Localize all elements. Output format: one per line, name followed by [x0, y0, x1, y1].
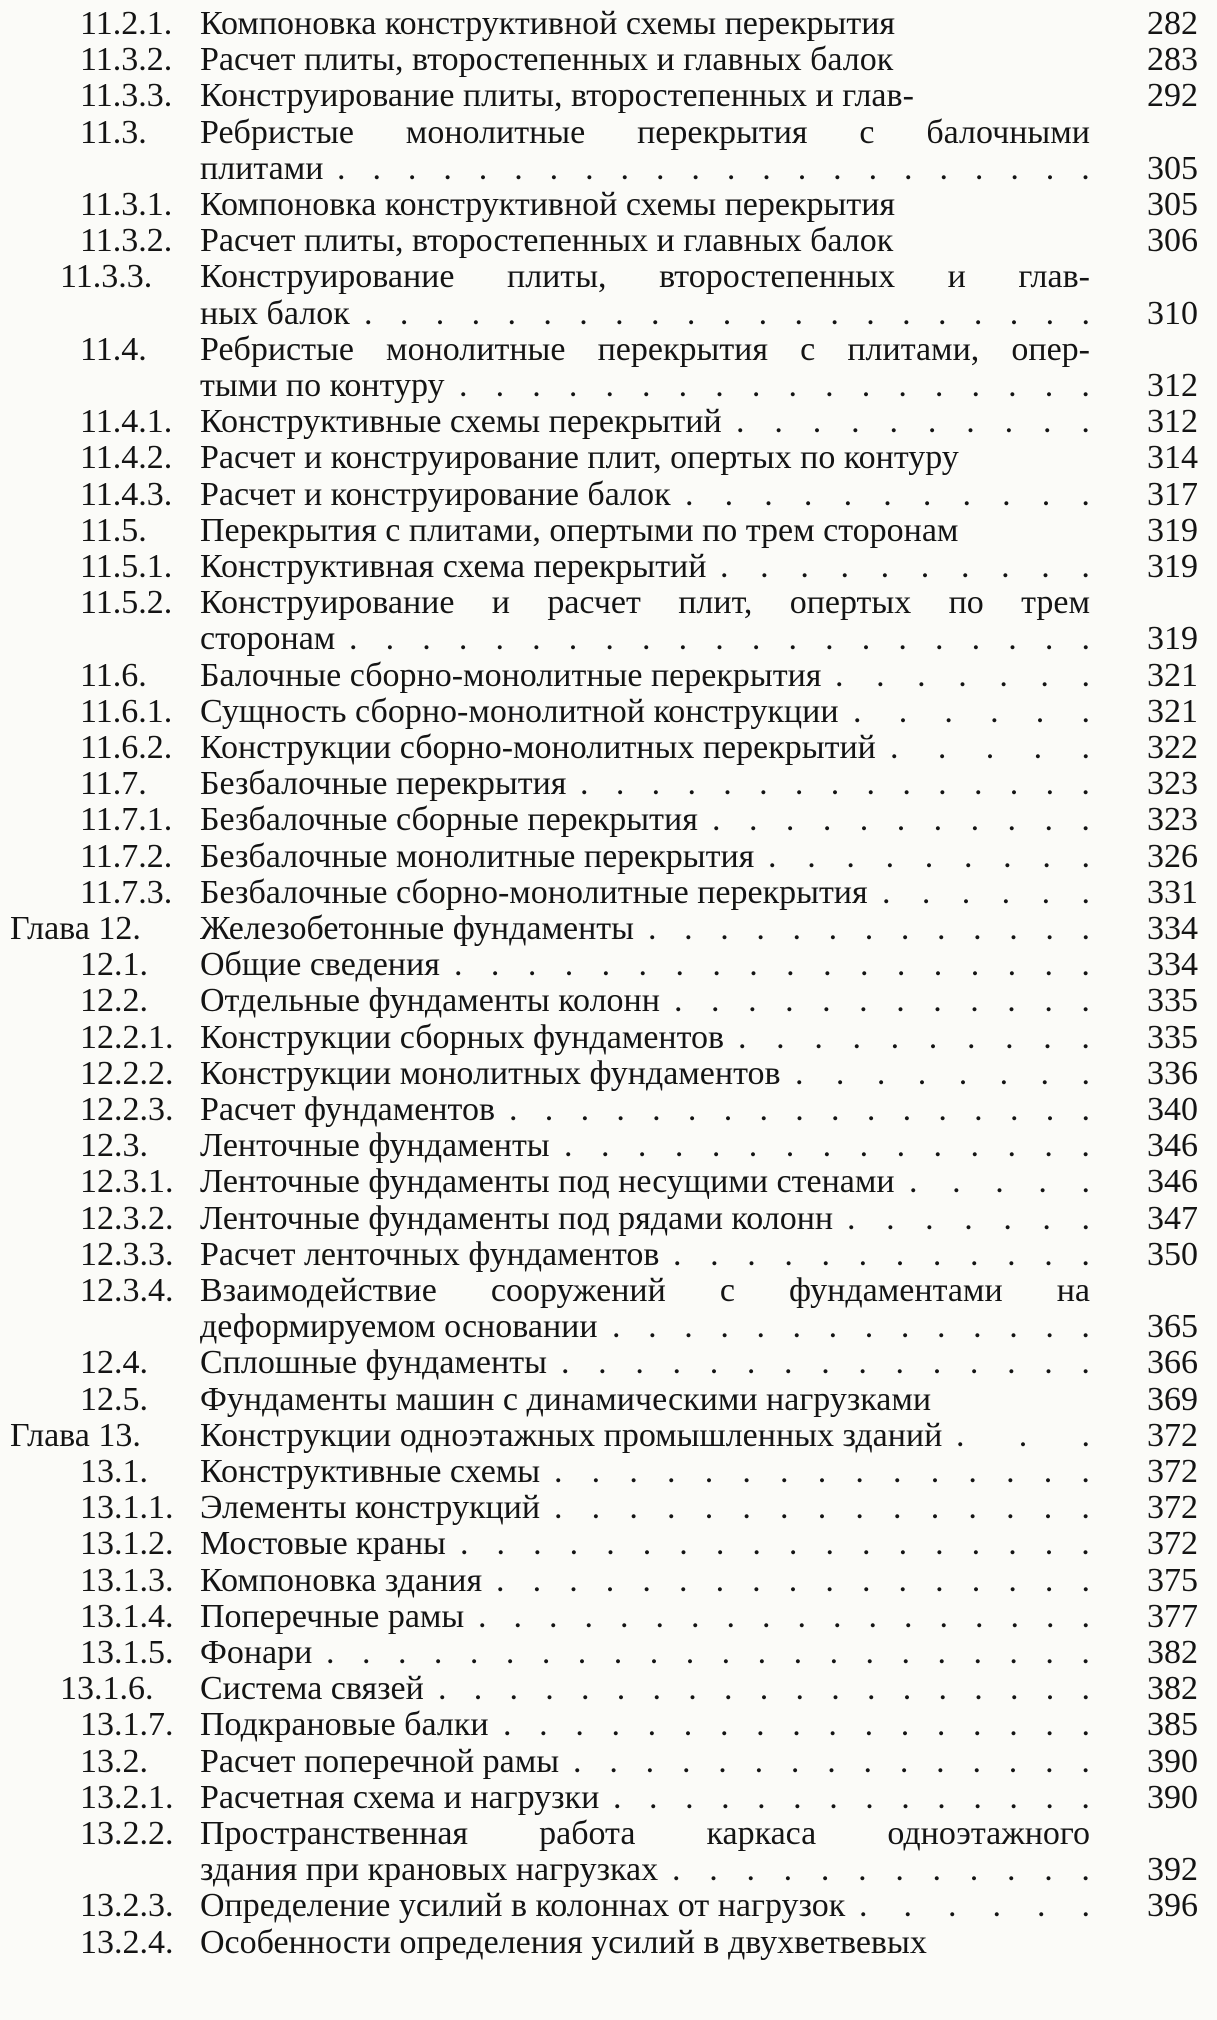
toc-entry: [0, 1707, 1217, 1743]
toc-entry: [0, 875, 1217, 911]
section-number: 12.1.: [80, 946, 148, 984]
toc-entry: [0, 658, 1217, 694]
section-number: 13.1.7.: [80, 1706, 174, 1744]
page-number: 305: [1147, 186, 1198, 223]
dot-leader: . . . . . . . . . . . . . . . . .: [503, 1706, 1090, 1744]
page-number: 312: [1147, 367, 1198, 404]
page-number: 319: [1147, 548, 1198, 585]
toc-entry: [0, 1237, 1217, 1273]
section-title: Элементы конструкций: [200, 1489, 541, 1527]
section-title: Конструирование плиты, второстепенных и глав-: [200, 258, 1090, 296]
toc-entry: [0, 1888, 1217, 1924]
page-number: 336: [1147, 1054, 1198, 1092]
section-title: Поперечные рамы: [200, 1597, 465, 1635]
toc-entry: [0, 1128, 1217, 1164]
section-title: Система связей: [200, 1670, 424, 1708]
toc-entry-continuation: [0, 368, 1217, 404]
toc-entry: [0, 983, 1217, 1019]
dot-leader: . . . . . . . . . . . . . . . . . .: [454, 946, 1090, 984]
toc-entry: [0, 585, 1217, 621]
toc-entry: [0, 1273, 1217, 1309]
dot-leader: . . . . . .: [853, 692, 1090, 730]
dot-leader: . . . . . . . . . . . . . . . . . .: [460, 1525, 1090, 1563]
toc-entry: [0, 694, 1217, 730]
dot-leader: . . . . .: [890, 729, 1090, 766]
section-title: Общие сведения: [200, 946, 440, 984]
dot-leader: . . . . . . . . . . . .: [672, 1851, 1090, 1889]
section-number: 12.3.4.: [80, 1272, 174, 1309]
section-title: Ребристые монолитные перекрытия с плитами, опер-: [200, 330, 1090, 368]
section-title: Компоновка здания: [200, 1561, 483, 1599]
section-title: деформируемом основании: [200, 1308, 598, 1346]
section-title: Сплошные фундаменты: [200, 1344, 547, 1382]
section-number: 11.3.2.: [80, 222, 173, 260]
toc-entry: [0, 549, 1217, 585]
page-number: 372: [1147, 1416, 1198, 1454]
toc-entry-continuation: [0, 621, 1217, 657]
section-number: 11.3.2.: [80, 41, 173, 79]
dot-leader: . . . . . . .: [847, 1199, 1090, 1237]
dot-leader: . . . . . . . . . .: [720, 548, 1090, 585]
section-number: 11.5.2.: [80, 584, 173, 622]
toc-entry-continuation: [0, 296, 1217, 332]
section-number: 12.4.: [80, 1344, 148, 1382]
section-number: 11.4.1.: [80, 403, 173, 441]
section-title: Особенности определения усилий в двухветвевых: [200, 1923, 927, 1961]
toc-entry: [0, 513, 1217, 549]
section-number: 13.1.5.: [80, 1634, 174, 1671]
toc-entry: [0, 1599, 1217, 1635]
section-title: Конструкции одноэтажных промышленных зданий: [200, 1416, 943, 1454]
section-title: Ленточные фундаменты под несущими стенами: [200, 1163, 895, 1201]
toc-entry: [0, 440, 1217, 476]
page-number: 369: [1147, 1380, 1198, 1418]
page-number: 377: [1147, 1597, 1198, 1635]
page-number: 372: [1147, 1489, 1198, 1527]
toc-entry: [0, 1526, 1217, 1562]
dot-leader: . . . . . . . .: [795, 1054, 1090, 1092]
chapter-label: Глава 12.: [10, 910, 141, 947]
dot-leader: . . . . . . .: [835, 656, 1090, 694]
section-title: Безбалочные монолитные перекрытия: [200, 837, 755, 875]
toc-entry: [0, 259, 1217, 295]
page-number: 282: [1147, 5, 1198, 42]
section-title: Определение усилий в колоннах от нагрузок: [200, 1887, 846, 1925]
page-number: 323: [1147, 801, 1198, 839]
toc-entry: [0, 1345, 1217, 1381]
toc-entry: [0, 730, 1217, 766]
section-title: Расчет фундаментов: [200, 1091, 495, 1128]
section-number: 11.6.: [80, 656, 147, 694]
dot-leader: . . . . . . . . . . . . . . .: [580, 765, 1090, 803]
section-number: 13.2.1.: [80, 1778, 174, 1816]
section-number: 13.1.2.: [80, 1525, 174, 1563]
section-number: 12.3.: [80, 1127, 148, 1165]
chapter-label: Глава 13.: [10, 1416, 141, 1454]
section-title: Расчет и конструирование плит, опертых по контуру: [200, 439, 959, 477]
dot-leader: . . . . . .: [882, 873, 1090, 911]
section-title: Конструктивные схемы: [200, 1453, 541, 1490]
toc-entry: [0, 1382, 1217, 1418]
page-number: 340: [1147, 1091, 1198, 1128]
dot-leader: . . . . . . . . . . . . . . .: [564, 1127, 1090, 1165]
section-title: Расчет плиты, второстепенных и главных балок: [200, 41, 894, 79]
toc-entry: [0, 947, 1217, 983]
dot-leader: . . . . . . . . . . . . . .: [613, 1778, 1090, 1816]
dot-leader: . . . . . . . . . . . . .: [648, 910, 1090, 947]
section-number: 13.1.3.: [80, 1561, 174, 1599]
section-number: 11.5.1.: [80, 548, 173, 585]
toc-entry: [0, 42, 1217, 78]
section-number: 11.4.2.: [80, 439, 173, 477]
section-title: Пространственная работа каркаса одноэтажного: [200, 1815, 1090, 1852]
section-number: 12.2.2.: [80, 1054, 174, 1092]
page-number: 319: [1147, 511, 1198, 549]
section-title: Конструктивная схема перекрытий: [200, 548, 707, 585]
section-title: Безбалочные сборно-монолитные перекрытия: [200, 873, 868, 911]
page-number: 310: [1147, 294, 1198, 332]
dot-leader: . . . . . . . . . .: [736, 403, 1090, 441]
page-number: 396: [1147, 1887, 1198, 1925]
toc-entry: [0, 1635, 1217, 1671]
page-number: 375: [1147, 1561, 1198, 1599]
section-number: 11.2.1.: [80, 5, 173, 42]
section-title: Конструкции монолитных фундаментов: [200, 1054, 781, 1092]
page-number: 312: [1147, 403, 1198, 441]
dot-leader: . . . . . . . . . . . . . . . . . . . . . .: [326, 1634, 1090, 1671]
section-number: 13.2.4.: [80, 1923, 174, 1961]
toc-entry: [0, 1201, 1217, 1237]
toc-entry: [0, 78, 1217, 114]
section-number: 13.1.: [80, 1453, 148, 1490]
dot-leader: . . .: [956, 1416, 1090, 1454]
section-title: Расчетная схема и нагрузки: [200, 1778, 600, 1816]
page-number: 322: [1147, 729, 1198, 766]
section-title: Перекрытия с плитами, опертыми по трем сторонам: [200, 511, 959, 549]
section-number: 13.1.4.: [80, 1597, 174, 1635]
page-number: 372: [1147, 1525, 1198, 1563]
page-number: 346: [1147, 1127, 1198, 1165]
toc-entry: [0, 1454, 1217, 1490]
dot-leader: . . . . . . . . . .: [738, 1018, 1090, 1056]
dot-leader: . . . . . . . . . . . . . . . . . . . . .: [364, 294, 1090, 332]
page-number: 347: [1147, 1199, 1198, 1237]
page-number: 372: [1147, 1453, 1198, 1490]
page-number: 382: [1147, 1670, 1198, 1708]
section-number: 11.7.1.: [80, 801, 173, 839]
section-title: Компоновка конструктивной схемы перекрытия: [200, 186, 896, 223]
section-number: 12.5.: [80, 1380, 148, 1418]
page-number: 382: [1147, 1634, 1198, 1671]
section-title: Конструирование плиты, второстепенных и глав-: [200, 77, 914, 115]
section-title: Конструкции сборных фундаментов: [200, 1018, 725, 1056]
page-number: 390: [1147, 1778, 1198, 1816]
section-title: Подкрановые балки: [200, 1706, 489, 1744]
section-title: Мостовые краны: [200, 1525, 446, 1563]
page-number: 390: [1147, 1742, 1198, 1780]
section-title: Фундаменты машин с динамическими нагрузками: [200, 1380, 932, 1418]
toc-entry: [0, 1671, 1217, 1707]
toc-entry: [0, 404, 1217, 440]
section-title: Безбалочные перекрытия: [200, 765, 567, 803]
toc-entry-continuation: [0, 1852, 1217, 1888]
dot-leader: . . . . . . . . . . . .: [673, 1235, 1090, 1273]
toc-entry: [0, 1056, 1217, 1092]
toc-entry: [0, 6, 1217, 42]
toc-entry: [0, 1020, 1217, 1056]
section-number: 12.2.1.: [80, 1018, 174, 1056]
page-number: 335: [1147, 982, 1198, 1020]
section-title: Ленточные фундаменты: [200, 1127, 550, 1165]
page-number: 334: [1147, 946, 1198, 984]
section-title: Конструирование и расчет плит, опертых по трем: [200, 584, 1090, 622]
dot-leader: . . . . . . . . . . . .: [674, 982, 1090, 1020]
section-number: 13.2.3.: [80, 1887, 174, 1925]
page-number: 317: [1147, 475, 1198, 513]
toc-entry: [0, 477, 1217, 513]
section-title: Отдельные фундаменты колонн: [200, 982, 660, 1020]
page-number: 366: [1147, 1344, 1198, 1382]
dot-leader: . . . . . . . . . . . . . . . . . .: [478, 1597, 1090, 1635]
section-title: ных балок: [200, 294, 350, 332]
section-title: здания при крановых нагрузках: [200, 1851, 659, 1889]
toc-entry: [0, 1816, 1217, 1852]
toc-entry: [0, 1780, 1217, 1816]
section-number: 11.5.: [80, 511, 147, 549]
dot-leader: . . . . . . . . . . . . . . . . . . . . .: [349, 620, 1090, 658]
page-number: 305: [1147, 149, 1198, 187]
dot-leader: . . . . . .: [859, 1887, 1090, 1925]
section-number: 13.2.: [80, 1742, 148, 1780]
section-number: 13.2.2.: [80, 1815, 174, 1852]
page-number: 331: [1147, 873, 1198, 911]
section-number: 11.4.: [80, 330, 147, 368]
toc-entry: [0, 1092, 1217, 1128]
section-title: Железобетонные фундаменты: [200, 910, 634, 947]
page-number: 292: [1147, 77, 1198, 115]
dot-leader: . . . . . . . . . . . . . . . . . . .: [438, 1670, 1090, 1708]
toc-entry: [0, 1418, 1217, 1454]
dot-leader: . . . . . . . . . . . . . . . . . .: [459, 367, 1090, 404]
section-title: Безбалочные сборные перекрытия: [200, 801, 698, 839]
section-title: Фонари: [200, 1634, 313, 1671]
section-number: 12.2.3.: [80, 1091, 174, 1128]
section-number: 11.3.3.: [80, 77, 173, 115]
section-number: 11.3.3.: [60, 258, 153, 296]
section-title: Расчет плиты, второстепенных и главных балок: [200, 222, 894, 260]
section-title: Компоновка конструктивной схемы перекрытия: [200, 5, 896, 42]
section-title: плитами: [200, 149, 324, 187]
toc-entry: [0, 766, 1217, 802]
section-number: 12.3.2.: [80, 1199, 174, 1237]
section-title: Конструкции сборно-монолитных перекрытий: [200, 729, 876, 766]
section-title: Расчет поперечной рамы: [200, 1742, 560, 1780]
dot-leader: . . . . . . . . . . .: [685, 475, 1090, 513]
toc-entry: [0, 1744, 1217, 1780]
section-number: 11.4.3.: [80, 475, 173, 513]
toc-entry: [0, 187, 1217, 223]
page-number: 326: [1147, 837, 1198, 875]
toc-entry: [0, 1490, 1217, 1526]
dot-leader: . . . . . . . . . . . . . . .: [554, 1489, 1090, 1527]
section-title: тыми по контуру: [200, 367, 445, 404]
page-number: 350: [1147, 1235, 1198, 1273]
section-number: 11.3.1.: [80, 186, 173, 223]
page-number: 385: [1147, 1706, 1198, 1744]
toc-entry-continuation: [0, 1309, 1217, 1345]
dot-leader: . . . . . . . . . . . . . . .: [573, 1742, 1090, 1780]
toc-entry: [0, 223, 1217, 259]
toc-entry: [0, 802, 1217, 838]
page-number: 321: [1147, 656, 1198, 694]
section-title: сторонам: [200, 620, 336, 658]
section-number: 11.6.1.: [80, 692, 173, 730]
toc-entry: [0, 1563, 1217, 1599]
section-title: Сущность сборно-монолитной конструкции: [200, 692, 839, 730]
dot-leader: . . . . . . . . .: [768, 837, 1090, 875]
page-number: 319: [1147, 620, 1198, 658]
section-number: 13.1.6.: [60, 1670, 154, 1708]
section-number: 11.7.2.: [80, 837, 173, 875]
toc-entry: [0, 839, 1217, 875]
dot-leader: . . . . . . . . . . . . . . . . .: [509, 1091, 1090, 1128]
dot-leader: . . . . . . . . . . . . . . .: [561, 1344, 1090, 1382]
section-number: 12.2.: [80, 982, 148, 1020]
section-title: Ребристые монолитные перекрытия с балочными: [200, 113, 1090, 151]
page-number: 314: [1147, 439, 1198, 477]
section-number: 12.3.3.: [80, 1235, 174, 1273]
dot-leader: . . . . . . . . . . . . . .: [612, 1308, 1090, 1346]
section-title: Расчет и конструирование балок: [200, 475, 671, 513]
section-title: Ленточные фундаменты под рядами колонн: [200, 1199, 834, 1237]
page-number: 392: [1147, 1851, 1198, 1889]
page-number: 335: [1147, 1018, 1198, 1056]
toc-entry: [0, 1925, 1217, 1961]
section-number: 11.6.2.: [80, 729, 173, 766]
section-title: Расчет ленточных фундаментов: [200, 1235, 660, 1273]
section-number: 11.3.: [80, 113, 147, 151]
section-number: 11.7.: [80, 765, 147, 803]
page-number: 365: [1147, 1308, 1198, 1346]
toc-entry: [0, 911, 1217, 947]
dot-leader: . . . . . . . . . . . . . . .: [554, 1453, 1090, 1490]
section-number: 11.7.3.: [80, 873, 173, 911]
section-title: Взаимодействие сооружений с фундаментами на: [200, 1272, 1090, 1309]
toc-entry: [0, 332, 1217, 368]
page-number: 321: [1147, 692, 1198, 730]
page-number: 323: [1147, 765, 1198, 803]
dot-leader: . . . . . . . . . . . . . . . . .: [496, 1561, 1090, 1599]
dot-leader: . . . . . . . . . . .: [712, 801, 1090, 839]
dot-leader: . . . . .: [909, 1163, 1090, 1201]
toc-entry: [0, 115, 1217, 151]
section-title: Балочные сборно-монолитные перекрытия: [200, 656, 822, 694]
section-title: Конструктивные схемы перекрытий: [200, 403, 722, 441]
section-number: 12.3.1.: [80, 1163, 174, 1201]
page-number: 346: [1147, 1163, 1198, 1201]
toc-entry-continuation: [0, 151, 1217, 187]
page-number: 306: [1147, 222, 1198, 260]
page-number: 334: [1147, 910, 1198, 947]
page-number: 283: [1147, 41, 1198, 79]
toc-entry: [0, 1164, 1217, 1200]
section-number: 13.1.1.: [80, 1489, 174, 1527]
dot-leader: . . . . . . . . . . . . . . . . . . . . . .: [337, 149, 1090, 187]
